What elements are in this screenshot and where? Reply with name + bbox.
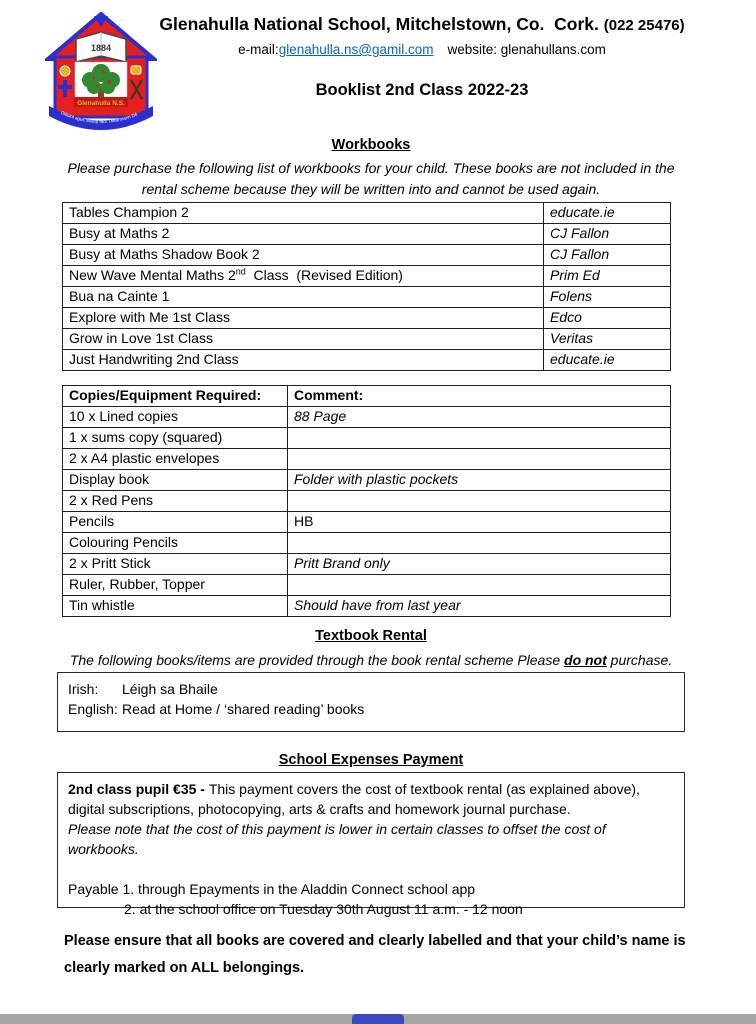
workbook-publisher: Prim Ed	[544, 266, 671, 287]
workbook-publisher: Veritas	[544, 329, 671, 350]
rental-note-pre: The following books/items are provided through the book rental scheme Please	[69, 652, 565, 668]
school-name-line	[157, 12, 687, 38]
equipment-item: Tin whistle	[63, 596, 288, 617]
workbooks-table	[62, 202, 671, 371]
rental-item	[68, 699, 674, 719]
workbook-title: Busy at Maths 2	[63, 224, 544, 245]
workbook-publisher: CJ Fallon	[544, 245, 671, 266]
equipment-row	[63, 512, 671, 533]
equipment-row	[63, 575, 671, 596]
equipment-row	[63, 491, 671, 512]
crest-right-emblem-icon	[131, 66, 141, 74]
document-header	[157, 12, 687, 100]
workbook-publisher: CJ Fallon	[544, 224, 671, 245]
website-text: website: glenahullans.com	[447, 42, 606, 57]
workbook-title: Explore with Me 1st Class	[63, 308, 544, 329]
workbook-publisher: Folens	[544, 287, 671, 308]
expenses-box	[57, 772, 685, 917]
equipment-row	[63, 407, 671, 428]
equipment-comment	[288, 449, 671, 470]
workbook-title: Tables Champion 2	[63, 203, 544, 224]
crest-left-emblem-icon	[60, 66, 70, 76]
rental-item-value: Read at Home / ‘shared reading’ books	[122, 701, 365, 717]
footer-line1: Please ensure that all books are covered and clearly labelled and that your child’s name is	[64, 933, 686, 949]
workbook-row	[63, 350, 671, 371]
workbook-publisher: educate.ie	[544, 203, 671, 224]
rental-heading: Textbook Rental	[315, 628, 427, 644]
expenses-payable-line2: 2. at the school office on Tuesday 30th August 11 a.m. - 12 noon	[124, 901, 523, 917]
rental-item	[68, 679, 674, 699]
equipment-comment: Should have from last year	[288, 596, 671, 617]
workbook-row	[63, 308, 671, 329]
equipment-item: 2 x Pritt Stick	[63, 554, 288, 575]
equipment-item: 10 x Lined copies	[63, 407, 288, 428]
school-name: Glenahulla National School, Mitchelstown, Co. Cork.	[159, 14, 599, 34]
equipment-comment	[288, 575, 671, 596]
footer-line2: clearly marked on ALL belongings.	[64, 960, 305, 976]
footer-note	[64, 928, 712, 982]
workbook-title: Just Handwriting 2nd Class	[63, 350, 544, 371]
crest-motto: Oiliúint agus Scléip faoi Thearmann Dé	[59, 109, 139, 125]
rental-note-post: purchase.	[606, 652, 673, 668]
workbook-publisher: Edco	[544, 308, 671, 329]
workbooks-intro	[37, 158, 705, 199]
workbooks-table-body	[63, 203, 671, 371]
crest-year: 1884	[90, 43, 112, 53]
school-crest-logo	[45, 12, 157, 140]
workbook-row	[63, 224, 671, 245]
rental-item-label: English:	[68, 701, 118, 717]
school-phone: (022 25476)	[603, 17, 685, 34]
expenses-line1-bold: 2nd class pupil €35 -	[68, 781, 209, 797]
payable-option1: 1. through Epayments in the Aladdin Connect school app	[122, 881, 476, 897]
crest-name-band: Glenahulla N.S.	[77, 100, 125, 107]
equipment-row	[63, 596, 671, 617]
workbooks-heading: Workbooks	[331, 137, 411, 153]
expenses-heading: School Expenses Payment	[278, 752, 464, 768]
expenses-payable-line1	[68, 879, 674, 899]
expenses-line2: digital subscriptions, photocopying, arts & crafts and homework journal purchase.	[68, 801, 571, 817]
equipment-item: Pencils	[63, 512, 288, 533]
workbook-row	[63, 245, 671, 266]
equipment-row	[63, 449, 671, 470]
next-page-peek	[352, 1014, 404, 1024]
equipment-comment: Folder with plastic pockets	[288, 470, 671, 491]
equipment-row	[63, 533, 671, 554]
rental-box	[57, 672, 685, 732]
workbook-title: New Wave Mental Maths 2nd Class (Revised Edition)	[63, 266, 544, 287]
copies-col2-header: Comment:	[288, 386, 671, 407]
equipment-comment	[288, 491, 671, 512]
workbooks-intro-line2: rental scheme because they will be written into and cannot be used again.	[141, 180, 601, 197]
equipment-comment: Pritt Brand only	[288, 554, 671, 575]
expenses-line1-rest: This payment covers the cost of textbook rental (as explained above),	[208, 781, 640, 797]
workbook-row	[63, 266, 671, 287]
equipment-comment	[288, 428, 671, 449]
equipment-row	[63, 428, 671, 449]
email-link[interactable]: glenahulla.ns@gamil.com	[278, 42, 434, 57]
workbook-publisher: educate.ie	[544, 350, 671, 371]
copies-table-body	[63, 386, 671, 617]
copies-equipment-table	[62, 385, 671, 617]
workbooks-intro-line1: Please purchase the following list of workbooks for your child. These books are not included in the	[67, 160, 675, 176]
workbook-row	[63, 203, 671, 224]
booklist-title: Booklist 2nd Class 2022-23	[315, 81, 529, 99]
payable-label: Payable	[68, 881, 123, 897]
rental-item-value: Léigh sa Bhaile	[122, 681, 218, 697]
equipment-comment	[288, 533, 671, 554]
equipment-item: 2 x A4 plastic envelopes	[63, 449, 288, 470]
rental-note-emphasis: do not	[564, 652, 607, 668]
contact-line	[157, 40, 687, 59]
email-label: e-mail:	[238, 42, 279, 57]
expenses-italic-note: Please note that the cost of this payment is lower in certain classes to offset the cost of workbooks.	[68, 821, 606, 857]
workbook-title: Grow in Love 1st Class	[63, 329, 544, 350]
rental-items	[68, 679, 674, 719]
workbook-title: Busy at Maths Shadow Book 2	[63, 245, 544, 266]
copies-col1-header: Copies/Equipment Required:	[63, 386, 288, 407]
equipment-comment: 88 Page	[288, 407, 671, 428]
equipment-row	[63, 470, 671, 491]
equipment-item: Ruler, Rubber, Topper	[63, 575, 288, 596]
expenses-line1	[68, 779, 674, 799]
copies-header-row	[63, 386, 671, 407]
equipment-item: 2 x Red Pens	[63, 491, 288, 512]
expenses-spacer	[68, 859, 674, 879]
rental-note	[37, 650, 705, 671]
rental-item-label: Irish:	[68, 681, 99, 697]
workbook-row	[63, 287, 671, 308]
equipment-item: Display book	[63, 470, 288, 491]
equipment-item: Colouring Pencils	[63, 533, 288, 554]
equipment-item: 1 x sums copy (squared)	[63, 428, 288, 449]
workbook-row	[63, 329, 671, 350]
equipment-comment: HB	[288, 512, 671, 533]
equipment-row	[63, 554, 671, 575]
workbook-title: Bua na Cainte 1	[63, 287, 544, 308]
